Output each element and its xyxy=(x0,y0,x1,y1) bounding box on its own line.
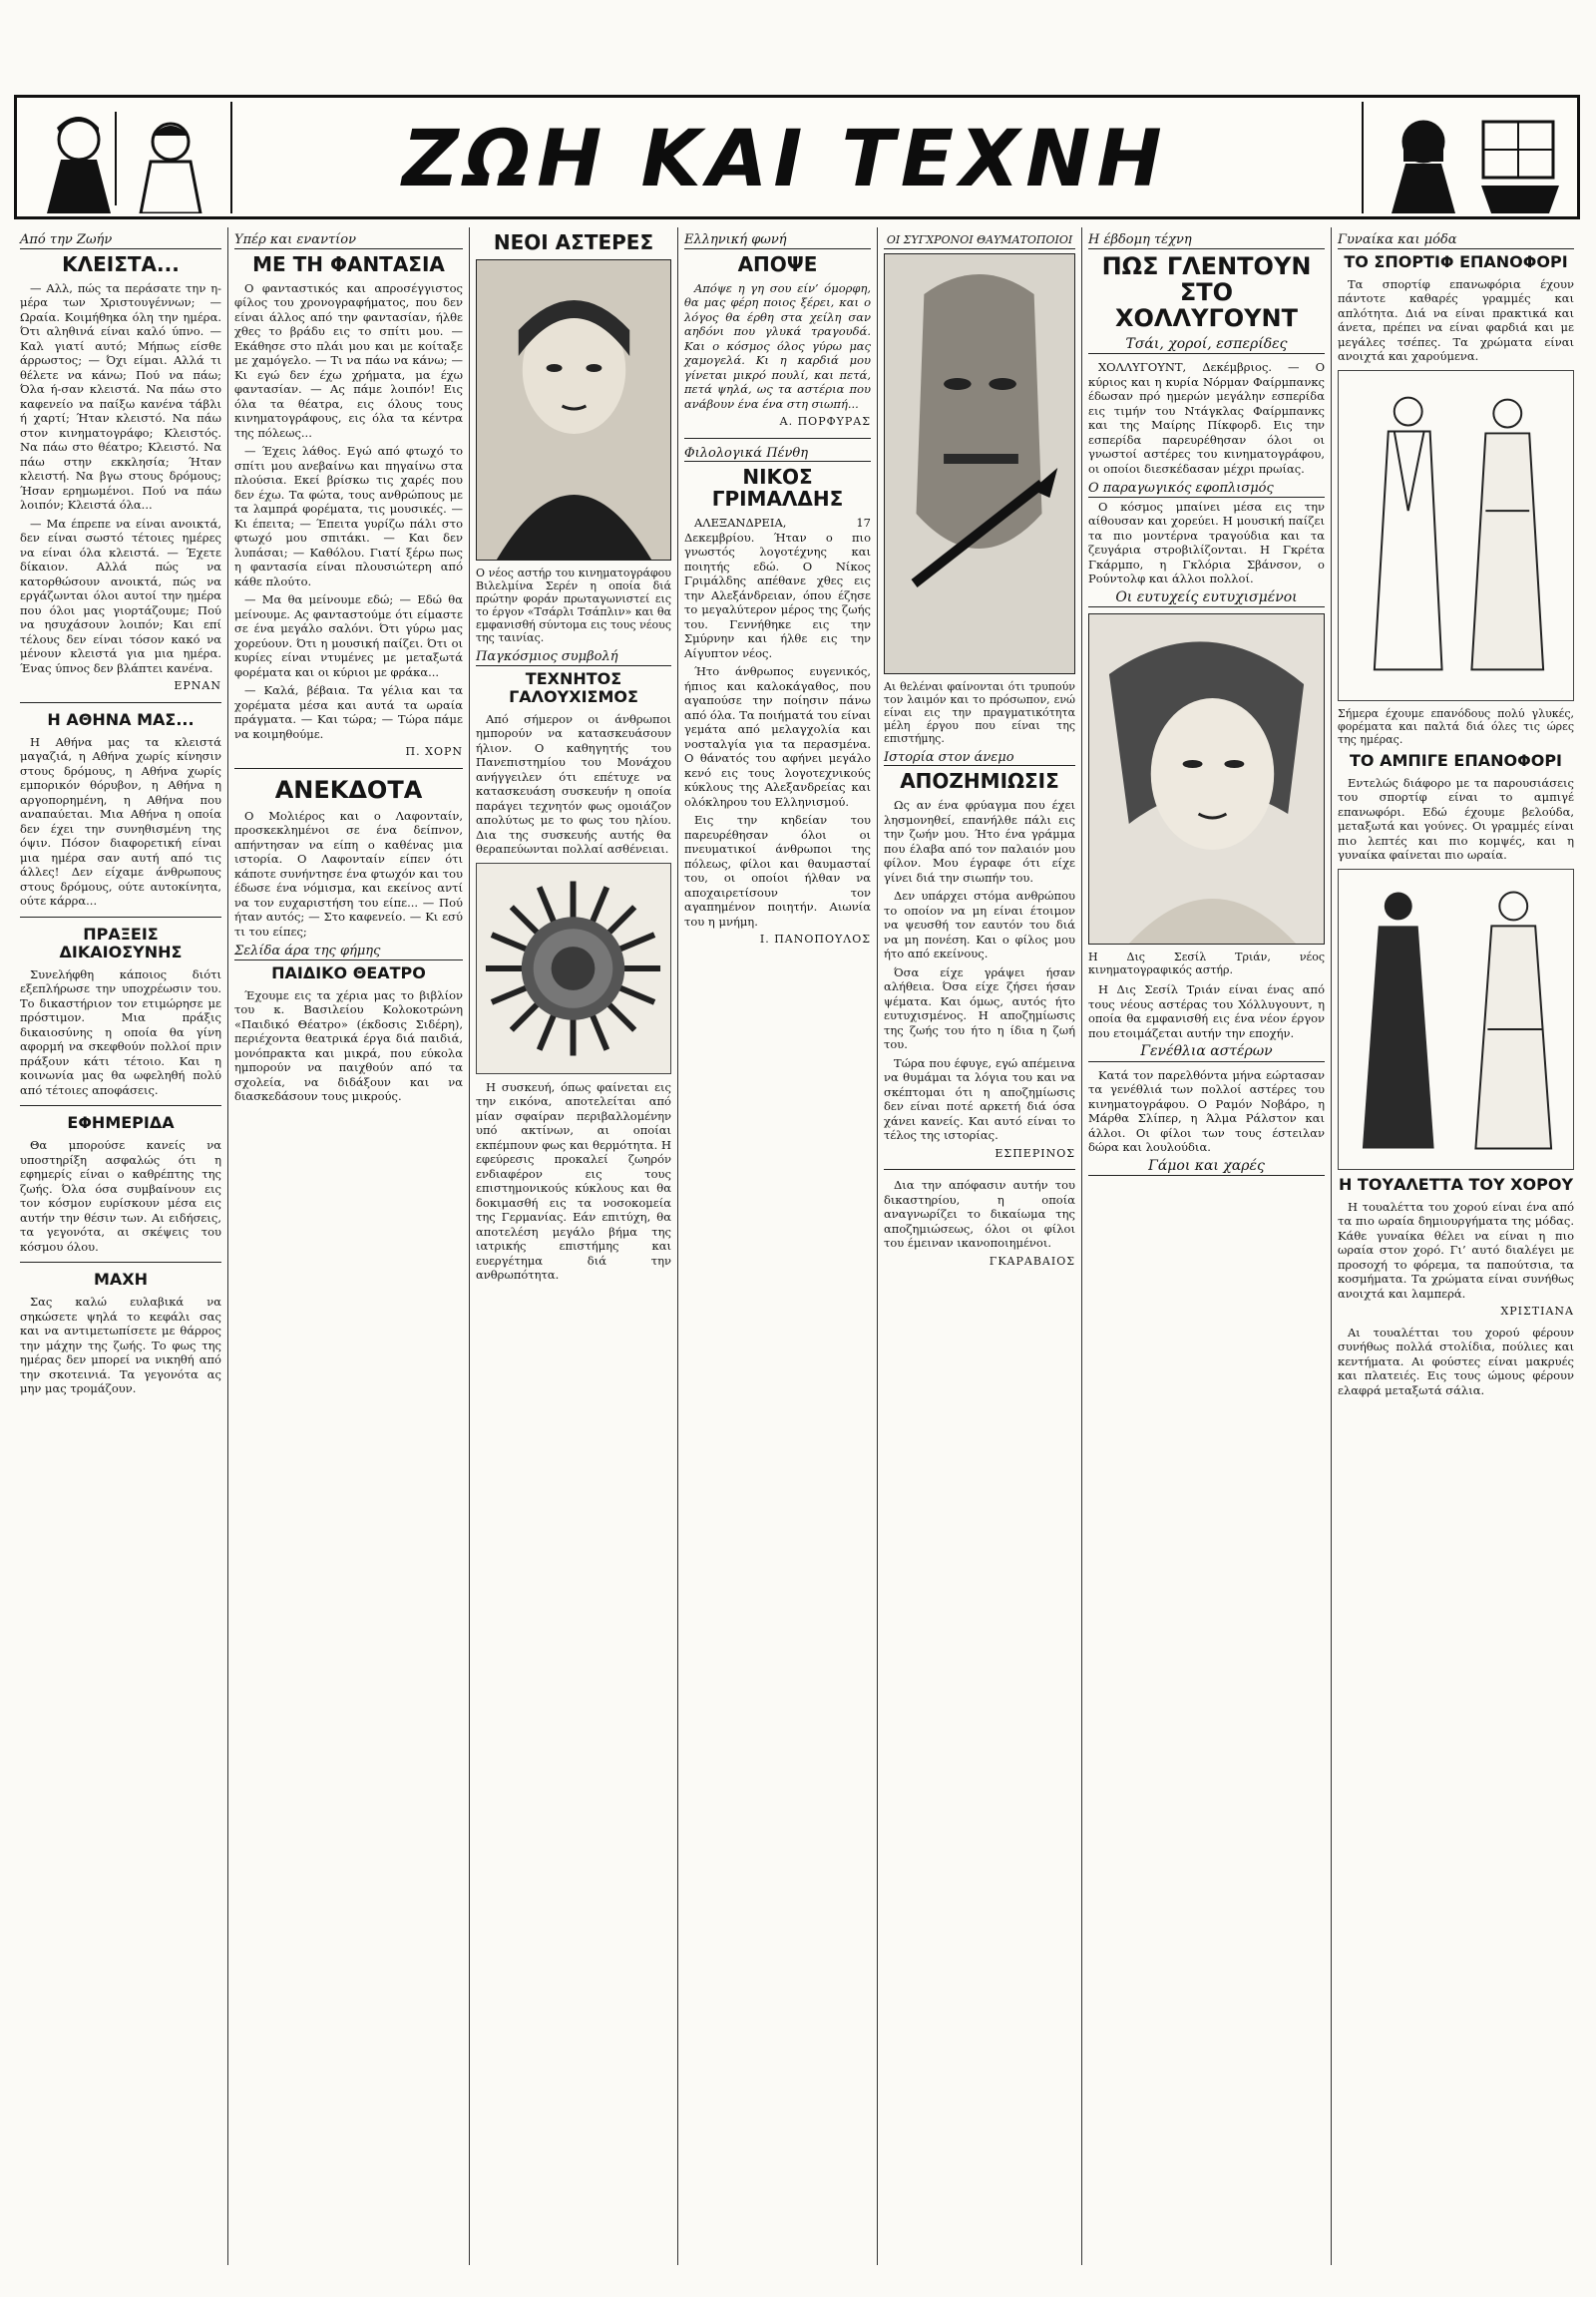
article-body: — Καλά, βέβαια. Τα γέλια και τα χορέματα μέσα και αυτά τα ωραία πράγματα. — Και τώρα; — Τώρα πάμε να κοιμηθούμε. xyxy=(234,683,463,741)
masthead xyxy=(14,95,1580,219)
divider xyxy=(20,1105,221,1106)
fashion-illustration-coats xyxy=(1338,370,1574,701)
byline: ΕΣΠΕΡΙΝΟΣ xyxy=(995,1146,1075,1160)
article-body: — Μα θα μείνουμε εδώ; — Εδώ θα μείνουμε. Ας φανταστούμε ότι είμαστε σε ένα μεγάλο σαλόνι. Ότι γύρω μας χορεύουν. Ότι η μουσική παίζει. Ότι οι κυρίες είναι ντυμένες με μεταξωτά φορέματα και οι κύριοι με φράκα... xyxy=(234,592,463,679)
article-body: Συνελήφθη κάποιος διότι εξεπλήρωσε την υποχρέωσιν του. Το δικαστήριον τον ετιμώρησε με πρόστιμον. Μια πράξις δικαιοσύνης η οποία θα γίνη αφορμή να σκεφθούν πολλοί πριν πράξουν κάτι τέτοιο. Και η κοινωνία μας θα ωφεληθή πολύ από τέτοιες αποφάσεις. xyxy=(20,966,221,1097)
byline: Π. ΧΟΡΝ xyxy=(405,745,463,758)
divider xyxy=(684,438,871,439)
article-headline: ΜΕ ΤΗ ΦΑΝΤΑΣΙΑ xyxy=(252,251,445,276)
photo-caption: Η Δις Σεσίλ Τριάν, νέος κινηματογραφικός αστήρ. xyxy=(1088,951,1325,976)
kicker: Σελίδα άρα της φήμης xyxy=(234,945,463,960)
article-body: Εις την κηδείαν του παρευρέθησαν όλοι οι πνευματικοί άνθρωποι της πόλεως, φίλοι και θαυμασταί του, οι οποίοι ήλθαν να αποχαιρετίσουν τον αγαπημένον ποιητήν. Αιωνία του η μνήμη. xyxy=(684,813,871,929)
article-body: — Αλλ, πώς τα περάσατε την η-μέρα των Χριστουγέννων; — Ωραία. Κοιμήθηκα όλη την ημέρα. Ότι αληθινά είναι καλό ύπνο. — Καλ γιατί αυτό; Μήπως είσθε άρρωστος; — Όχι είμαι. Αλλά τι θέλετε να κάνω; Πού να πάω; Όλα ή-σαν κλειστά. Να πάω στο καφενείο να παίξω κανένα τάβλι ή χαρτί; Ήταν κλειστό. Να πάω στον κινηματογράφο; Κλειστός. Να πάω στο θέατρο; Κλειστό. Να πάω στην εκκλησία; Ήταν κλειστή. Να βγω στους δρόμους; Ήσαν ερημωμένοι. Πού να πάω λοιπόν; Κλειστά όλα... xyxy=(20,280,221,512)
article-headline: ΕΦΗΜΕΡΙΔΑ xyxy=(67,1113,175,1132)
article-body: Θα μπορούσε κανείς να υποστηρίξη ασφαλώς ότι η εφημερίς είναι ο καθρέπτης της ζωής. Όλα όσα συμβαίνουν εις τον κόσμον ευρίσκουν μέσα εις αυτήν την θέσιν των. Αι ειδήσεις, τα γεγονότα, αι σκέψεις του κόσμου όλου. xyxy=(20,1138,221,1254)
article-body: Αι τουαλέτται του χορού φέρουν συνήθως πολλά στολίδια, πούλιες και κεντήματα. Αι φούστες είναι μακρυές και πλατειές. Εις τους ώμους φέρουν ελαφρά μεταξωτά σάλια. xyxy=(1338,1325,1574,1397)
article-headline: ΜΑΧΗ xyxy=(93,1270,149,1289)
article-headline: ΠΑΙΔΙΚΟ ΘΕΑΤΡΟ xyxy=(271,962,426,982)
kicker: Ιστορία στον άνεμο xyxy=(884,751,1075,767)
column-4 xyxy=(677,227,877,2265)
byline: ΕΡΝΑΝ xyxy=(174,679,221,692)
photo-caption: Ο νέος αστήρ του κινηματογράφου Βιλελμίνα Σερέν η οποία διά πρώτην φοράν πρωταγωνιστεί εις το έργον «Τσάρλι Τσάπλιν» και θα εμφανισθή σύντομα εις τους νέους της ταινίας. xyxy=(476,567,671,644)
article-headline: ΑΠΟΨΕ xyxy=(737,251,818,276)
article-headline: ΝΕΟΙ ΑΣΤΕΡΕΣ xyxy=(493,230,654,254)
article-body: Τώρα που έφυγε, εγώ απέμεινα να θυμάμαι τα λόγια του και να σκέπτομαι ότι η αποζημίωσις δεν είναι ποτέ αρκετή διά όσα χάνει κανείς. Και αυτό είναι το τέλος της ιστορίας. xyxy=(884,1055,1075,1142)
article-body: Από σήμερον οι άνθρωποι ημπορούν να κατασκευάσουν ήλιον. Ο καθηγητής του Πανεπιστημίου του Μονάχου ανήγγειλεν ότι επέτυχε να κατασκευάση συσκευήν η οποία παράγει τεχνητόν φως ομοιάζον απολύτως με το φως του ηλίου. Δια της συσκευής αυτής θα θεραπεύωνται πολλαί ασθένειαι. xyxy=(476,711,671,856)
column-6 xyxy=(1081,227,1331,2265)
article-body: Ως αν ένα φρύαγμα που έχει λησμονηθεί, επανήλθε πάλι εις την ζωήν μου. Ήτο ένα γράμμα που έλαβα από τον παλαιόν μου φίλον. Μου έγραφε ότι είχε γίνει διά την σιωπήν του. xyxy=(884,798,1075,885)
masthead-illustration-left xyxy=(21,102,232,213)
kicker: Υπέρ και εναντίον xyxy=(234,233,463,249)
article-body: ΧΟΛΛΥΓΟΥΝΤ, Δεκέμβριος. — Ο κύριος και η κυρία Νόρμαν Φαίρμπανκς έδωσαν πρό ημερών μεγάλην εσπερίδα εις τιμήν του Ντάγκλας Φαίρμπανκς και της Μαίρης Πίκφορδ. Εις την εσπερίδα παρευρέθησαν όλοι οι γνωστοί αστέρες του κινηματογράφου, οι οποίοι διεσκέδασαν μέχρι πρωίας. xyxy=(1088,360,1325,476)
article-headline: ΚΛΕΙΣΤΑ... xyxy=(62,251,180,276)
divider xyxy=(20,1262,221,1263)
article-headline: ΝΙΚΟΣ ΓΡΙΜΑΛΔΗΣ xyxy=(711,465,844,511)
article-headline: ΤΟ ΣΠΟΡΤΙΦ ΕΠΑΝΟΦΟΡΙ xyxy=(1344,251,1568,271)
kicker: Η έβδομη τέχνη xyxy=(1088,233,1325,249)
article-subhead: Γενέθλια αστέρων xyxy=(1088,1044,1325,1062)
article-body: Έχουμε εις τα χέρια μας το βιβλίον του κ. Βασιλείου Κολοκοτρώνη «Παιδικό Θέατρο» (έκδοσις Σιδέρη), περιέχοντα θεατρικά έργα διά παιδιά, μονόπρακτα και μικρά, που εύκολα ημπορούν να παιχθούν από τα σχολεία, να διδάξουν και να διασκεδάσουν τους μικρούς. xyxy=(234,987,463,1103)
article-headline: ΤΕΧΝΗΤΟΣ ΓΑΛΟΥΧΙΣΜΟΣ xyxy=(509,668,638,706)
kicker: Ο παραγωγικός εφοπλισμός xyxy=(1088,482,1325,498)
article-body: Ο Μολιέρος και ο Λαφονταίν, προσκεκλημένοι σε ένα δείπνον, απήντησαν να είπη ο καθένας μια ιστορία. Ο Λαφονταίν είπεν ότι κάποτε συνήντησε ένα φτωχόν και του έδωσε ένα νόμισμα, και εκείνος αντί να τον ευχαριστήση του είπε... — Πού ήταν αυτός; — Στο καφενείο. — Κι εσύ τι του είπες; xyxy=(234,808,463,939)
article-body: Η τουαλέττα του χορού είναι ένα από τα πιο ωραία δημιουργήματα της μόδας. Κάθε γυναίκα θέλει να είναι η πιο ωραία στον χορό. Γι’ αυτό διαλέγει με προσοχή το φόρεμα, τα παπούτσια, τα κοσμήματα. Τα χρώματα είναι συνήθως ανοιχτά και λαμπερά. xyxy=(1338,1199,1574,1301)
kicker: Από την Ζωήν xyxy=(20,233,221,249)
masthead-title: ΖΩΗ ΚΑΙ ΤΕΧΝΗ xyxy=(402,115,1168,204)
divider xyxy=(20,917,221,918)
article-body: Εντελώς διάφορο με τα παρουσιάσεις του σπορτίφ είναι το αμπιγέ επανωφόρι. Εδώ έχουμε βελούδα, μεταξωτά και γούνες. Οι γραμμές είναι πιο λεπτές και πιο κομψές, και η γυναίκα φαίνεται πιο ωραία. xyxy=(1338,775,1574,862)
article-body: — Έχεις λάθος. Εγώ από φτωχό το σπίτι μου ανεβαίνω και πηγαίνω στα πλούσια. Εκεί βρίσκω τις χαρές που δεν έχω. Τα φώτα, τους ανθρώπους με τα λαμπρά φορέματα, τις μουσικές. — Κι έπειτα; — Έπειτα γυρίζω πάλι στο φτωχό μου σπιτάκι. — Και δεν λυπάσαι; — Καθόλου. Γιατί ξέρω πως η φαντασία είναι πλουσιώτερη από κάθε πλούτο. xyxy=(234,444,463,588)
article-body: Δεν υπάρχει στόμα ανθρώπου το οποίον να μη είναι έτοιμον να ψευσθή τον εαυτόν του διά να μη πονέση. Και ο φίλος μου ήτο από εκείνους. xyxy=(884,889,1075,960)
byline: ΓΚΑΡΑΒΑΙΟΣ xyxy=(989,1254,1075,1268)
article-body: Η Αθήνα μας τα κλειστά μαγαζιά, η Αθήνα χωρίς κίνησιν στους δρόμους, η Αθήνα χωρίς εμπορικόν θόρυβον, η Αθήνα η αργοπορημένη, η Αθήνα που αναπαύεται. Μια Αθήνα η οποία δεν έχει την συνηθισμένη της όψιν. Πόσον διαφορετική είναι μια ημέρα σαν αυτή από τις άλλες! Δεν είχαμε άνθρωπους στους δρόμους, ούτε αυτοκίνητα, ούτε κάρρα... xyxy=(20,734,221,908)
column-2 xyxy=(227,227,469,2265)
sun-lamp-illustration xyxy=(476,863,671,1074)
actress-photo xyxy=(1088,613,1325,945)
article-body: Όσα είχε γράψει ήσαν αλήθεια. Όσα είχε ζήσει ήσαν ψέματα. Και όμως, αυτός ήτο ευτυχισμένος. Η αποζημίωσις της ζωής του ήτο η ίδια η ζωή του. xyxy=(884,964,1075,1051)
article-body: Η Δις Σεσίλ Τριάν είναι ένας από τους νέους αστέρας του Χόλλυγουντ, η οποία θα εμφανισθή εις ένα νέον έργον που ετοιμάζεται αυτήν την εποχήν. xyxy=(1088,982,1325,1040)
article-body: Ο φανταστικός και απροσέγγιστος φίλος του χρονογραφήματος, που δεν είναι άλλος από την φαντασίαν, ήλθε χθες το βράδυ εις το σπίτι μου. — Εκάθησε στο πλάι μου και με κοίταξε με χαμόγελο. — Τι να πάω να κάνω; — Κι εγώ δεν έχω χρήματα, μα έχω φαντασίαν. — Ας πάμε λοιπόν! Εις όλα τα θέατρα, εις όλους τους κινηματογράφους, εις όλα τα κέντρα της πόλεως... xyxy=(234,280,463,440)
article-body: — Μα έπρεπε να είναι ανοικτά, δεν είναι σωστό τέτοιες ημέρες να είναι όλα κλειστά. — Έχετε δίκαιον. Αλλά πώς να κατορθώσουν ανοικτά, πώς να εργάζωνται όλοι αυτοί την ημέρα που όλοι μας γιορτάζουμε; Πού να ησυχάσουν λοιπόν; Και επί τέλους δεν είναι τόσον κακό να μένουν κλειστά για μια ημέρα. Ένας ύπνος δεν βλάπτει κανένα. xyxy=(20,516,221,675)
article-headline: ΠΩΣ ΓΛΕΝΤΟΥΝ ΣΤΟ ΧΟΛΛΥΓΟΥΝΤ xyxy=(1101,251,1312,332)
poem-text: Απόψε η γη σου είν’ όμορφη, θα μας φέρη ποιος ξέρει, και ο λόγος θα έρθη στα χείλη σαν αηδόνι που γλυκά τραγουδά. Και ο κόσμος όλος γύρω μας χαμογελά. Κι η καρδιά μου γίνεται μικρό πουλί, και πετά, πετά ψηλά, ως τα αστέρια που ανάβουν ένα ένα στη σιωπή... xyxy=(684,280,871,411)
article-headline: ΤΟ ΑΜΠΙΓΕ ΕΠΑΝΟΦΟΡΙ xyxy=(1349,750,1562,770)
masthead-illustration-right xyxy=(1362,102,1573,213)
portrait-photo xyxy=(476,259,671,561)
article-body: ΑΛΕΞΑΝΔΡΕΙΑ, 17 Δεκεμβρίου. Ήταν ο πιο γνωστός λογοτέχνης και ποιητής εδώ. Ο Νίκος Γριμάλδης απέθανε χθες εις την Αλεξάνδρειαν, όπου έζησε το μεγαλύτερον μέρος της ζωής του. Γεννήθηκε εις την Σμύρνην και ήλθε εις την Αίγυπτον νέος. xyxy=(684,516,871,660)
article-subhead: Τσάι, χοροί, εσπερίδες xyxy=(1088,337,1325,355)
divider xyxy=(20,702,221,703)
article-subhead: Γάμοι και χαρές xyxy=(1088,1159,1325,1177)
article-body: Τα σπορτίφ επανωφόρια έχουν πάντοτε καθαρές γραμμές και απλότητα. Διά να είναι πρακτικά και άνετα, πρέπει να είναι φαρδιά και με μεγάλες τσέπες. Τα χρώματα είναι ανοιχτά και χαρούμενα. xyxy=(1338,276,1574,363)
column-5 xyxy=(877,227,1081,2265)
article-headline: ΑΝΕΚΔΟΤΑ xyxy=(274,775,423,804)
article-body: Δια την απόφασιν αυτήν του δικαστηρίου, η οποία αναγνωρίζει το δικαίωμα της αποζημιώσεως, όλοι οι φίλοι του έμειναν ικανοποιημένοι. xyxy=(884,1178,1075,1250)
article-body: Ο κόσμος μπαίνει μέσα εις την αίθουσαν και χορεύει. Η μουσική παίζει τα πιο μοντέρνα τραγούδια και τα ζευγάρια στροβιλίζονται. Η Γκρέτα Γκάρμπο, η Γκλόρια Σβάνσον, ο Ρούντολφ και άλλοι πολλοί. xyxy=(1088,499,1325,585)
column-7 xyxy=(1331,227,1580,2265)
divider xyxy=(884,1169,1075,1170)
article-body: Κατά τον παρελθόντα μήνα εώρτασαν τα γενέθλιά των πολλοί αστέρες του κινηματογράφου. Ο Ραμόν Νοβάρο, η Μάρθα Σλίπερ, η Άλμα Ράλστον και άλλοι. Οι φίλοι των τους έστειλαν δώρα και λουλούδια. xyxy=(1088,1067,1325,1154)
magician-photo xyxy=(884,253,1075,674)
kicker: ΟΙ ΣΥΓΧΡΟΝΟΙ ΘΑΥΜΑΤΟΠΟΙΟΙ xyxy=(884,233,1075,249)
kicker: Γυναίκα και μόδα xyxy=(1338,233,1574,249)
article-headline: ΠΡΑΞΕΙΣ ΔΙΚΑΙΟΣΥΝΗΣ xyxy=(59,924,183,961)
article-subhead: Οι ευτυχείς ευτυχισμένοι xyxy=(1088,590,1325,608)
kicker: Παγκόσμιος συμβολή xyxy=(476,650,671,666)
article-headline: Η ΑΘΗΝΑ ΜΑΣ... xyxy=(47,709,195,729)
divider xyxy=(234,768,463,769)
illustration-caption: Σήμερα έχουμε επανόδους πολύ γλυκές, φορέματα και παλτά διά όλες τις ώρες της ημέρας. xyxy=(1338,706,1574,746)
column-1 xyxy=(14,227,227,2265)
article-body: Η συσκευή, όπως φαίνεται εις την εικόνα, αποτελείται από μίαν σφαίραν περιβαλλομένην υπό ακτίνων, αι οποίαι εκπέμπουν φως και θερμότητα. Η εφεύρεσις προκαλεί ζωηρόν ενδιαφέρον εις τους επιστημονικούς κύκλους και θα δοκιμασθή εις τα νοσοκομεία της Γερμανίας. Εάν επιτύχη, θα αποτελέση μεγάλο βήμα της ιατρικής επιστήμης και ευεργέτημα διά την ανθρωπότητα. xyxy=(476,1079,671,1282)
article-body: Σας καλώ ευλαβικά να σηκώσετε ψηλά το κεφάλι σας και να αντιμετωπίσετε με θάρρος την μάχην της ζωής. Το φως της ημέρας δεν μπορεί να νικηθή από την σκοτεινιά. Τα γεγονότα ας μην μας τρομάζουν. xyxy=(20,1295,221,1395)
kicker: Φιλολογικά Πένθη xyxy=(684,447,871,463)
photo-caption: Αι θελέναι φαίνονται ότι τρυπούν τον λαιμόν και το πρόσωπον, ενώ είναι εις την πραγματικότητα μέλη έργου που είναι της επιστήμης. xyxy=(884,679,1075,745)
article-body: Ήτο άνθρωπος ευγενικός, ήπιος και καλοκάγαθος, που αγαπούσε την ποίησιν πάνω από όλα. Τα ποιήματά του είναι γεμάτα από μελαγχολία και νοσταλγία για τα περασμένα. Ο θάνατός του αφήνει μεγάλο κενό εις τους λογοτεχνικούς κύκλους της Αλεξανδρείας και ολόκληρου του Ελληνισμού. xyxy=(684,664,871,809)
byline: ΧΡΙΣΤΙΑΝΑ xyxy=(1500,1305,1574,1318)
article-headline: ΑΠΟΖΗΜΙΩΣΙΣ xyxy=(900,769,1059,793)
byline: Α. ΠΟΡΦΥΡΑΣ xyxy=(779,415,871,428)
article-headline: Η ΤΟΥΑΛΕΤΤΑ ΤΟΥ ΧΟΡΟΥ xyxy=(1338,1174,1574,1194)
fashion-illustration-evening xyxy=(1338,869,1574,1170)
byline: Ι. ΠΑΝΟΠΟΥΛΟΣ xyxy=(759,933,871,946)
kicker: Ελληνική φωνή xyxy=(684,233,871,249)
column-3 xyxy=(469,227,677,2265)
